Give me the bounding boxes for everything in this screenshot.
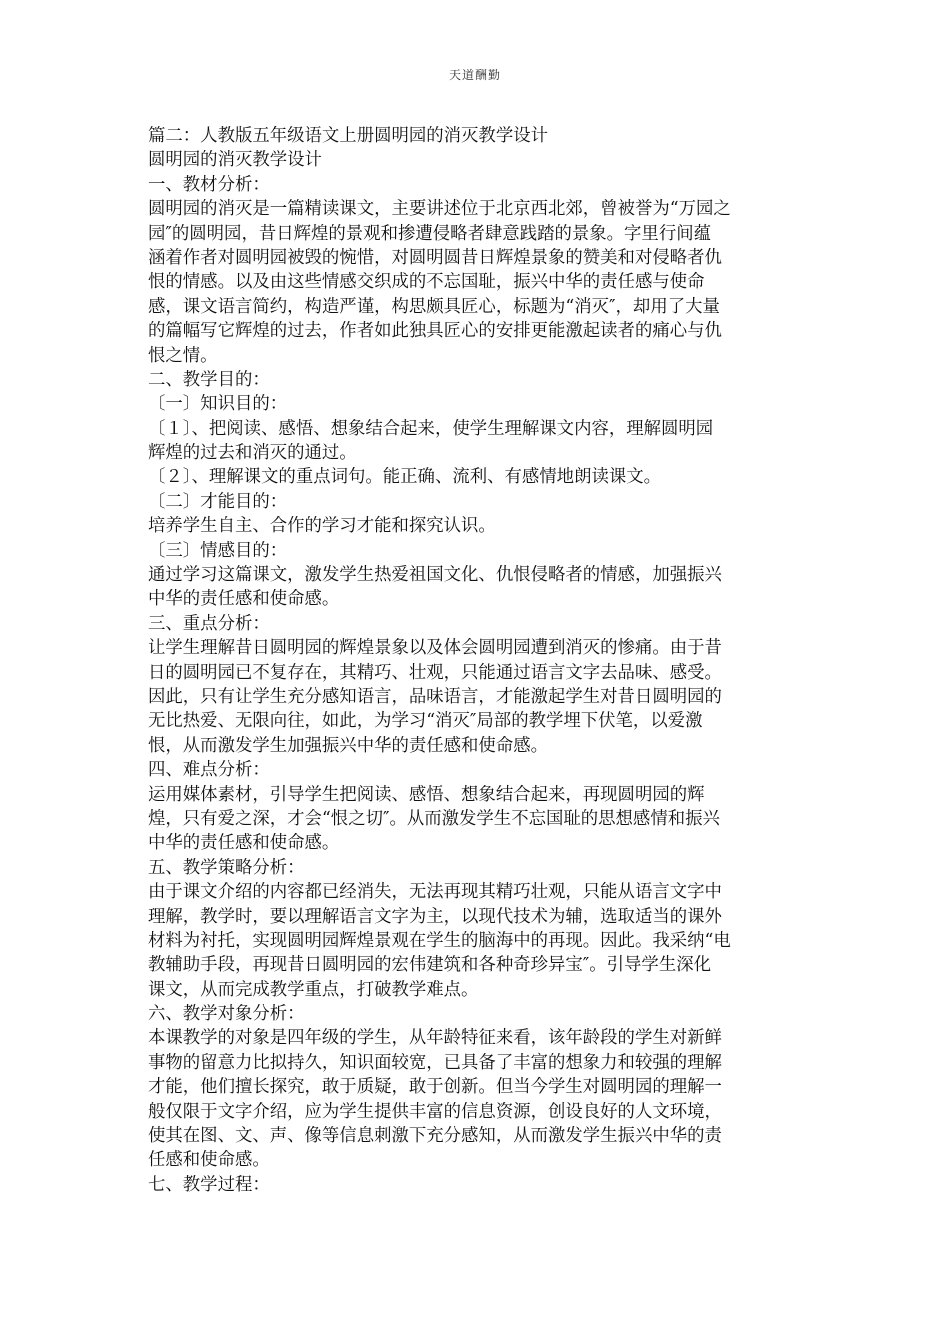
section-heading: 六、教学对象分析： bbox=[148, 1004, 305, 1025]
subsection-heading: 〔二〕才能目的： bbox=[148, 491, 288, 512]
document-subtitle: 圆明园的消灭教学设计 bbox=[148, 150, 322, 171]
text-line: 理解，教学时，要以理解语言文字为主，以现代技术为辅，选取适当的课外 bbox=[148, 906, 722, 927]
text-line: 事物的留意力比拟持久，知识面较宽，已具备了丰富的想象力和较强的理解 bbox=[148, 1052, 722, 1073]
text-line: 日的圆明园已不复存在，其精巧、壮观，只能通过语言文字去品味、感受。 bbox=[148, 662, 722, 683]
section-heading: 一、教材分析： bbox=[148, 174, 270, 195]
text-line: 材料为衬托，实现圆明园辉煌景观在学生的脑海中的再现。因此。我采纳“电 bbox=[148, 930, 731, 951]
text-line: 辉煌的过去和消灭的通过。 bbox=[148, 443, 357, 464]
text-line: 恨的情感。以及由这些情感交织成的不忘国耻，振兴中华的责任感与使命 bbox=[148, 272, 705, 293]
text-line: 〔２〕、理解课文的重点词句。能正确、流利、有感情地朗读课文。 bbox=[148, 467, 662, 488]
text-line: 本课教学的对象是四年级的学生，从年龄特征来看，该年龄段的学生对新鲜 bbox=[148, 1028, 722, 1049]
section-heading: 七、教学过程： bbox=[148, 1174, 270, 1195]
text-line: 培养学生自主、合作的学习才能和探究认识。 bbox=[148, 516, 496, 537]
section-heading: 五、教学策略分析： bbox=[148, 857, 305, 878]
text-line: 让学生理解昔日圆明园的辉煌景象以及体会圆明园遭到消灭的惨痛。由于昔 bbox=[148, 638, 722, 659]
text-line: 通过学习这篇课文，激发学生热爱祖国文化、仇恨侵略者的情感，加强振兴 bbox=[148, 565, 722, 586]
text-line: 因此，只有让学生充分感知语言，品味语言，才能激起学生对昔日圆明园的 bbox=[148, 686, 722, 707]
section-heading: 三、重点分析： bbox=[148, 613, 270, 634]
text-line: 煌，只有爱之深，才会“恨之切″。从而激发学生不忘国耻的思想感情和振兴 bbox=[148, 808, 720, 829]
text-line: 课文，从而完成教学重点，打破教学难点。 bbox=[148, 979, 479, 1000]
text-line: 的篇幅写它辉煌的过去，作者如此独具匠心的安排更能激起读者的痛心与仇 bbox=[148, 321, 722, 342]
text-line: 涵着作者对圆明园被毁的惋惜，对圆明圆昔日辉煌景象的赞美和对侵略者仇 bbox=[148, 247, 722, 268]
text-line: 般仅限于文字介绍，应为学生提供丰富的信息资源，创设良好的人文环境， bbox=[148, 1101, 722, 1122]
subsection-heading: 〔三〕情感目的： bbox=[148, 540, 288, 561]
text-line: 圆明园的消灭是一篇精读课文，主要讲述位于北京西北郊，曾被誉为“万园之 bbox=[148, 199, 731, 220]
text-line: 才能，他们擅长探究，敢于质疑，敢于创新。但当今学生对圆明园的理解一 bbox=[148, 1077, 722, 1098]
text-line: 恨，从而激发学生加强振兴中华的责任感和使命感。 bbox=[148, 735, 548, 756]
text-line: 无比热爱、无限向往，如此，为学习“消灭″局部的教学埋下伏笔，以爱激 bbox=[148, 711, 703, 732]
text-line: 恨之情。 bbox=[148, 345, 218, 366]
text-line: 使其在图、文、声、像等信息刺激下充分感知，从而激发学生振兴中华的责 bbox=[148, 1126, 722, 1147]
section-heading: 四、难点分析： bbox=[148, 760, 270, 781]
text-line: 教辅助手段，再现昔日圆明园的宏伟建筑和各种奇珍异宝″。引导学生深化 bbox=[148, 955, 711, 976]
subsection-heading: 〔一〕知识目的： bbox=[148, 394, 288, 415]
document-title: 篇二：人教版五年级语文上册圆明园的消灭教学设计 bbox=[148, 126, 548, 146]
text-line: 感，课文语言简约，构造严谨，构思颇具匠心，标题为“消灭″，却用了大量 bbox=[148, 296, 720, 317]
text-line: 任感和使命感。 bbox=[148, 1150, 270, 1171]
text-line: 中华的责任感和使命感。 bbox=[148, 589, 340, 610]
text-line: 园″的圆明园，昔日辉煌的景观和掺遭侵略者肆意践踏的景象。字里行间蕴 bbox=[148, 223, 711, 244]
text-line: 〔１〕、把阅读、感悟、想象结合起来，使学生理解课文内容，理解圆明园 bbox=[148, 418, 714, 439]
text-line: 由于课文介绍的内容都已经消失，无法再现其精巧壮观，只能从语言文字中 bbox=[148, 882, 722, 903]
page-header: 天道酬勤 bbox=[448, 68, 501, 82]
text-line: 运用媒体素材，引导学生把阅读、感悟、想象结合起来，再现圆明园的辉 bbox=[148, 784, 705, 805]
section-heading: 二、教学目的： bbox=[148, 369, 270, 390]
document-body bbox=[148, 124, 808, 1197]
text-line: 中华的责任感和使命感。 bbox=[148, 833, 340, 854]
